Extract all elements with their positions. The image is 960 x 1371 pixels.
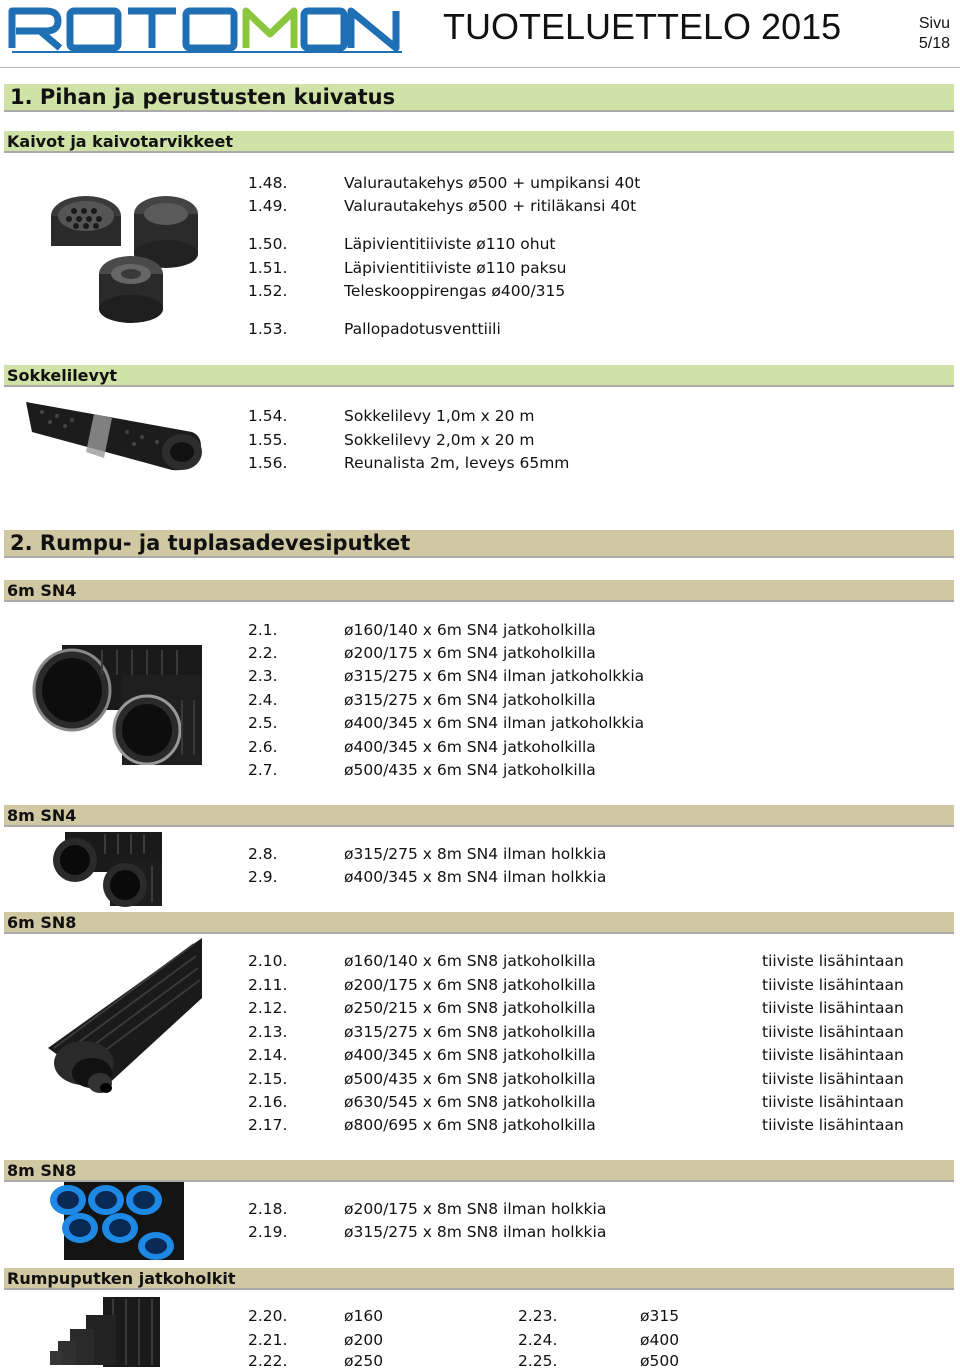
item-description: ø400: [640, 1331, 680, 1349]
item-description: Valurautakehys ø500 + umpikansi 40t: [344, 174, 641, 192]
item-description: ø315/275 x 6m SN4 jatkoholkilla: [344, 691, 596, 709]
item-code: 1.55.: [248, 431, 288, 449]
nested-pipes-image: [44, 938, 202, 1098]
item-note: tiiviste lisähintaan: [762, 1023, 904, 1041]
section-title: 1. Pihan ja perustusten kuivatus: [4, 84, 954, 112]
item-description: ø400/345 x 6m SN8 jatkoholkilla: [344, 1046, 596, 1064]
section-title: 2. Rumpu- ja tuplasadevesiputket: [4, 530, 954, 558]
item-description: Läpivientitiiviste ø110 paksu: [344, 259, 567, 277]
item-description: ø400/345 x 8m SN4 ilman holkkia: [344, 868, 607, 886]
item-description: ø200/175 x 6m SN4 jatkoholkilla: [344, 644, 596, 662]
item-description: ø400/345 x 6m SN4 jatkoholkilla: [344, 738, 596, 756]
page-indicator: [919, 14, 950, 54]
item-code: 2.3.: [248, 667, 278, 685]
item-code: 1.51.: [248, 259, 288, 277]
item-code: 2.8.: [248, 845, 278, 863]
item-description: ø400/345 x 6m SN4 ilman jatkoholkkia: [344, 714, 645, 732]
rotomon-logo: [6, 4, 402, 54]
item-description: ø250: [344, 1352, 384, 1370]
item-description: Sokkelilevy 1,0m x 20 m: [344, 407, 535, 425]
item-code: 2.13.: [248, 1023, 288, 1041]
item-code: 1.48.: [248, 174, 288, 192]
item-description: ø200/175 x 6m SN8 jatkoholkilla: [344, 976, 596, 994]
item-code: 2.16.: [248, 1093, 288, 1111]
item-code: 2.12.: [248, 999, 288, 1017]
item-description: ø200: [344, 1331, 384, 1349]
manhole-covers-image: [26, 176, 211, 331]
item-code: 2.1.: [248, 621, 278, 639]
page-label: Sivu: [918, 15, 950, 32]
group-title: 8m SN4: [4, 805, 954, 827]
item-description: ø315/275 x 6m SN4 ilman jatkoholkkia: [344, 667, 645, 685]
item-code: 1.56.: [248, 454, 288, 472]
item-code: 2.7.: [248, 761, 278, 779]
item-description: ø500: [640, 1352, 680, 1370]
item-note: tiiviste lisähintaan: [762, 1093, 904, 1111]
item-description: ø315/275 x 8m SN8 ilman holkkia: [344, 1223, 607, 1241]
item-code: 2.25.: [518, 1352, 558, 1370]
document-title: TUOTELUETTELO 2015: [443, 6, 842, 47]
item-description: Reunalista 2m, leveys 65mm: [344, 454, 570, 472]
group-title: 8m SN8: [4, 1160, 954, 1182]
item-description: ø630/545 x 6m SN8 jatkoholkilla: [344, 1093, 596, 1111]
pipe-couplings-image: [48, 1295, 160, 1369]
item-code: 2.21.: [248, 1331, 288, 1349]
item-code: 2.23.: [518, 1307, 558, 1325]
item-description: Läpivientitiiviste ø110 ohut: [344, 235, 556, 253]
item-code: 2.18.: [248, 1200, 288, 1218]
blue-lined-pipes-image: [44, 1182, 184, 1262]
item-description: ø200/175 x 8m SN8 ilman holkkia: [344, 1200, 607, 1218]
item-description: ø800/695 x 6m SN8 jatkoholkilla: [344, 1116, 596, 1134]
item-code: 1.52.: [248, 282, 288, 300]
group-title: Rumpuputken jatkoholkit: [4, 1268, 954, 1290]
page-number: 5/18: [918, 35, 950, 52]
item-code: 1.54.: [248, 407, 288, 425]
item-code: 2.5.: [248, 714, 278, 732]
item-code: 1.49.: [248, 197, 288, 215]
plinth-membrane-roll-image: [22, 392, 204, 474]
item-code: 2.15.: [248, 1070, 288, 1088]
item-description: Sokkelilevy 2,0m x 20 m: [344, 431, 535, 449]
item-description: ø500/435 x 6m SN4 jatkoholkilla: [344, 761, 596, 779]
item-code: 2.11.: [248, 976, 288, 994]
item-description: Valurautakehys ø500 + ritiläkansi 40t: [344, 197, 637, 215]
item-code: 2.6.: [248, 738, 278, 756]
culvert-pipes-image: [32, 645, 202, 765]
item-note: tiiviste lisähintaan: [762, 976, 904, 994]
item-note: tiiviste lisähintaan: [762, 952, 904, 970]
item-description: ø500/435 x 6m SN8 jatkoholkilla: [344, 1070, 596, 1088]
item-code: 1.50.: [248, 235, 288, 253]
item-description: ø160/140 x 6m SN4 jatkoholkilla: [344, 621, 596, 639]
item-code: 2.2.: [248, 644, 278, 662]
item-description: Teleskooppirengas ø400/315: [344, 282, 566, 300]
item-note: tiiviste lisähintaan: [762, 1070, 904, 1088]
item-code: 2.22.: [248, 1352, 288, 1370]
item-code: 2.19.: [248, 1223, 288, 1241]
group-title: 6m SN8: [4, 912, 954, 934]
item-code: 2.17.: [248, 1116, 288, 1134]
item-description: ø315: [640, 1307, 680, 1325]
item-description: ø315/275 x 8m SN4 ilman holkkia: [344, 845, 607, 863]
group-title: Kaivot ja kaivotarvikkeet: [4, 131, 954, 153]
item-description: Pallopadotusventtiili: [344, 320, 501, 338]
item-description: ø160: [344, 1307, 384, 1325]
item-code: 2.9.: [248, 868, 278, 886]
item-code: 2.14.: [248, 1046, 288, 1064]
culvert-pipes-small-image: [50, 830, 162, 908]
item-description: ø160/140 x 6m SN8 jatkoholkilla: [344, 952, 596, 970]
item-code: 2.20.: [248, 1307, 288, 1325]
item-code: 2.10.: [248, 952, 288, 970]
item-code: 1.53.: [248, 320, 288, 338]
item-code: 2.4.: [248, 691, 278, 709]
item-note: tiiviste lisähintaan: [762, 1116, 904, 1134]
item-note: tiiviste lisähintaan: [762, 999, 904, 1017]
item-note: tiiviste lisähintaan: [762, 1046, 904, 1064]
header-divider: [0, 67, 960, 68]
item-description: ø315/275 x 6m SN8 jatkoholkilla: [344, 1023, 596, 1041]
group-title: 6m SN4: [4, 580, 954, 602]
item-code: 2.24.: [518, 1331, 558, 1349]
group-title: Sokkelilevyt: [4, 365, 954, 387]
item-description: ø250/215 x 6m SN8 jatkoholkilla: [344, 999, 596, 1017]
